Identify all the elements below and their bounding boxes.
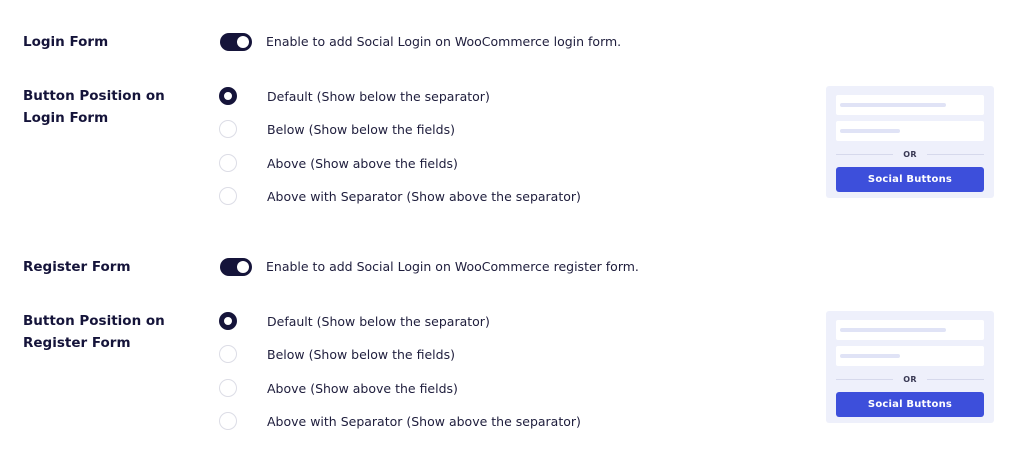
login-form-label: Login Form xyxy=(23,34,109,50)
separator-line xyxy=(927,379,984,380)
login-position-option-above[interactable] xyxy=(219,153,458,173)
separator-line xyxy=(836,154,893,155)
preview-field xyxy=(836,320,984,340)
radio-label: Above (Show above the fields) xyxy=(267,380,458,396)
register-position-preview xyxy=(826,311,994,423)
register-form-label: Register Form xyxy=(23,259,131,275)
register-button-position-label: Button Position on Register Form xyxy=(23,313,165,351)
radio-checked-icon[interactable] xyxy=(219,87,237,105)
separator-line xyxy=(927,154,984,155)
login-position-preview xyxy=(826,86,994,198)
preview-field-line xyxy=(840,129,900,133)
login-form-toggle-description: Enable to add Social Login on WooCommerce login form. xyxy=(266,34,622,49)
register-form-toggle-description: Enable to add Social Login on WooCommerce register form. xyxy=(266,259,639,274)
radio-unchecked-icon[interactable] xyxy=(219,412,237,430)
radio-checked-icon[interactable] xyxy=(219,312,237,330)
radio-label: Below (Show below the fields) xyxy=(267,346,455,362)
register-form-toggle[interactable] xyxy=(220,258,252,276)
preview-separator xyxy=(836,372,984,386)
preview-field-line xyxy=(840,328,946,332)
preview-field xyxy=(836,346,984,366)
login-button-position-label: Button Position on Login Form xyxy=(23,88,165,126)
register-position-option-default[interactable] xyxy=(219,311,490,331)
login-form-toggle[interactable] xyxy=(220,33,252,51)
login-position-option-default[interactable] xyxy=(219,86,490,106)
radio-unchecked-icon[interactable] xyxy=(219,187,237,205)
preview-social-buttons: Social Buttons xyxy=(836,167,984,192)
login-position-option-below[interactable] xyxy=(219,119,455,139)
radio-label: Default (Show below the separator) xyxy=(267,313,490,329)
register-position-option-above[interactable] xyxy=(219,378,458,398)
register-position-option-above-separator[interactable] xyxy=(219,411,581,431)
separator-text: OR xyxy=(903,149,917,159)
radio-unchecked-icon[interactable] xyxy=(219,345,237,363)
preview-field-line xyxy=(840,103,946,107)
preview-field-line xyxy=(840,354,900,358)
radio-label: Above with Separator (Show above the separator) xyxy=(267,413,581,429)
radio-label: Below (Show below the fields) xyxy=(267,121,455,137)
radio-label: Above with Separator (Show above the separator) xyxy=(267,188,581,204)
preview-field xyxy=(836,121,984,141)
radio-label: Above (Show above the fields) xyxy=(267,155,458,171)
toggle-knob xyxy=(237,261,249,273)
radio-unchecked-icon[interactable] xyxy=(219,120,237,138)
radio-unchecked-icon[interactable] xyxy=(219,379,237,397)
separator-line xyxy=(836,379,893,380)
radio-label: Default (Show below the separator) xyxy=(267,88,490,104)
radio-unchecked-icon[interactable] xyxy=(219,154,237,172)
preview-social-buttons: Social Buttons xyxy=(836,392,984,417)
preview-field xyxy=(836,95,984,115)
login-position-option-above-separator[interactable] xyxy=(219,186,581,206)
register-position-option-below[interactable] xyxy=(219,344,455,364)
toggle-knob xyxy=(237,36,249,48)
preview-separator xyxy=(836,147,984,161)
separator-text: OR xyxy=(903,374,917,384)
